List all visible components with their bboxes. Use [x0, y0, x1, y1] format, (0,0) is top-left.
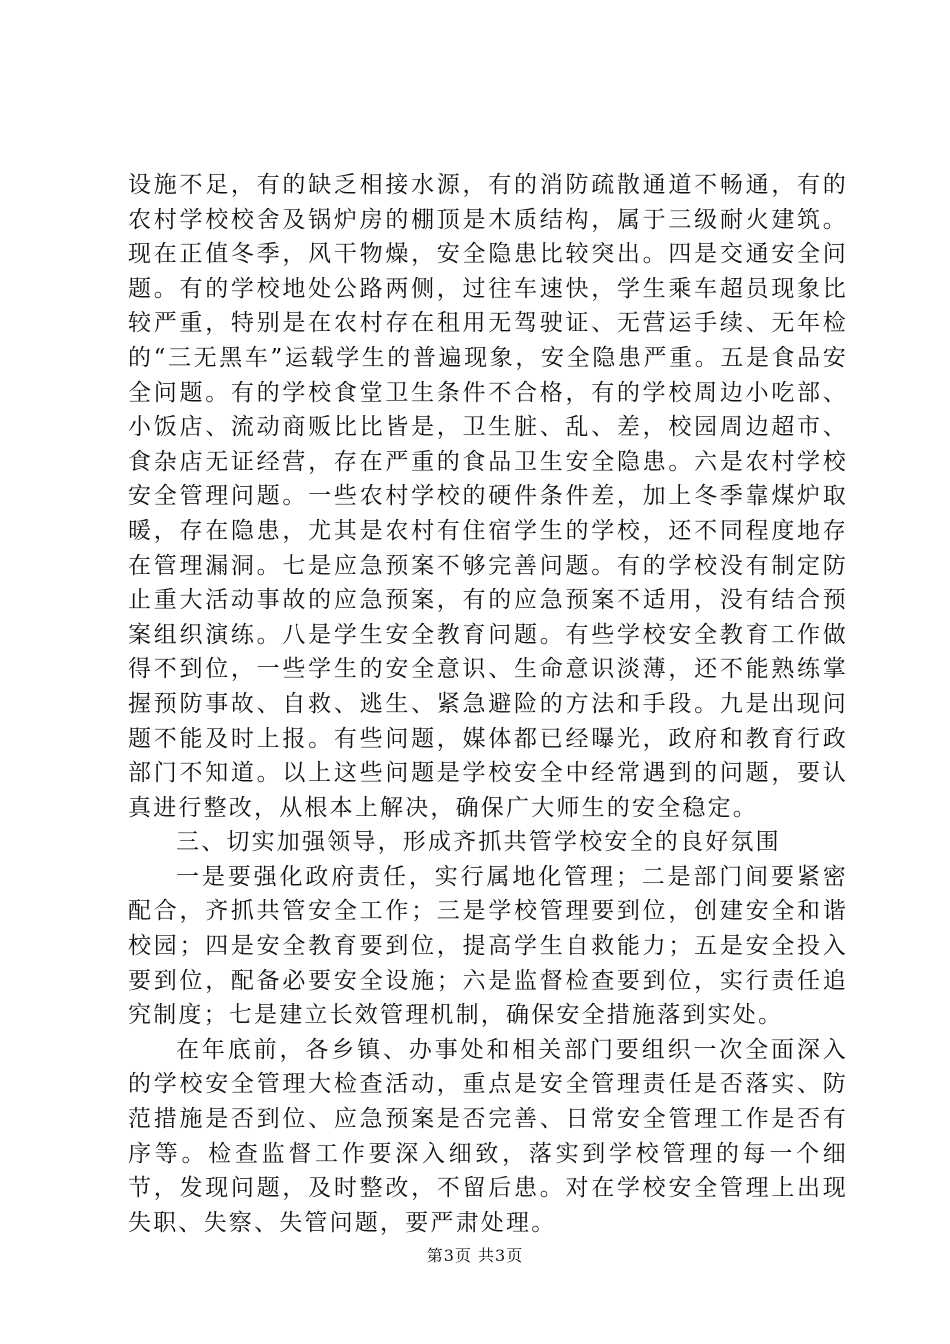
paragraph-inspection: 在年底前，各乡镇、办事处和相关部门要组织一次全面深入的学校安全管理大检查活动，重点是安全管理责任是否落实、防范措施是否到位、应急预案是否完善、日常安全管理工作是否有序等。检查监督工作要深入细致，落实到学校管理的每一个细节，发现问题，及时整改，不留后患。对在学校安全管理上出现失职、失察、失管问题，要严肃处理。 — [128, 1036, 848, 1236]
paragraph-continued: 设施不足，有的缺乏相接水源，有的消防疏散通道不畅通，有的农村学校校舍及锅炉房的棚顶是木质结构，属于三级耐火建筑。现在正值冬季，风干物燥，安全隐患比较突出。四是交通安全问题。有的学校地处公路两侧，过往车速快，学生乘车超员现象比较严重，特别是在农村存在租用无驾驶证、无营运手续、无年检的“三无黑车”运载学生的普遍现象，安全隐患严重。五是食品安全问题。有的学校食堂卫生条件不合格，有的学校周边小吃部、小饭店、流动商贩比比皆是，卫生脏、乱、差，校园周边超市、食杂店无证经营，存在严重的食品卫生安全隐患。六是农村学校安全管理问题。一些农村学校的硬件条件差，加上冬季靠煤炉取暖，存在隐患，尤其是农村有住宿学生的学校，还不同程度地存在管理漏洞。七是应急预案不够完善问题。有的学校没有制定防止重大活动事故的应急预案，有的应急预案不适用，没有结合预案组织演练。八是学生安全教育问题。有些学校安全教育工作做得不到位，一些学生的安全意识、生命意识淡薄，还不能熟练掌握预防事故、自救、逃生、紧急避险的方法和手段。九是出现问题不能及时上报。有些问题，媒体都已经曝光，政府和教育行政部门不知道。以上这些问题是学校安全中经常遇到的问题，要认真进行整改，从根本上解决，确保广大师生的安全稳定。 — [128, 172, 848, 821]
page-footer: 第3页 共3页 — [426, 1246, 524, 1265]
section-heading: 三、切实加强领导，形成齐抓共管学校安全的良好氛围 — [176, 829, 781, 856]
document-body — [128, 168, 848, 1240]
paragraph-measures: 一是要强化政府责任，实行属地化管理；二是部门间要紧密配合，齐抓共管安全工作；三是学校管理要到位，创建安全和谐校园；四是安全教育要到位，提高学生自救能力；五是安全投入要到位，配备必要安全设施；六是监督检查要到位，实行责任追究制度；七是建立长效管理机制，确保安全措施落到实处。 — [128, 863, 848, 1029]
